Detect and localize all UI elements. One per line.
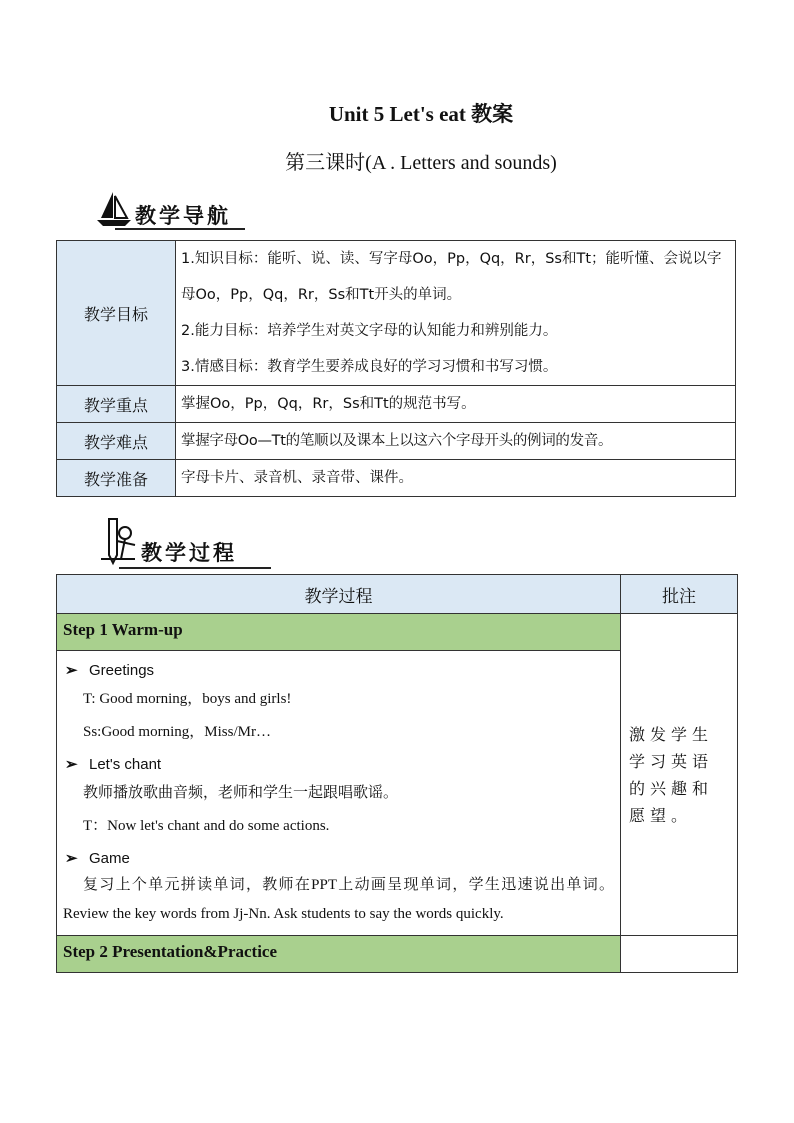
table-row [57, 614, 738, 651]
sailboat-icon [95, 188, 135, 228]
row-content [176, 241, 736, 386]
dialogue-line: Ss:Good morning，Miss/Mr… [83, 724, 271, 740]
table-row [57, 423, 736, 460]
teaching-nav-table [56, 240, 736, 497]
row-label: 教学重点 [57, 386, 176, 423]
arrow-bullet-icon: ➢ [65, 756, 78, 773]
header-process: 教学过程 [57, 575, 621, 614]
step-title: Step 2 Presentation&Practice [57, 936, 621, 973]
row-content: 字母卡片、录音机、录音带、课件。 [176, 460, 736, 497]
bullet-label: Game [89, 850, 130, 867]
step-body [57, 651, 621, 936]
note-cell: 激发学生学习英语的兴趣和愿望。 [621, 614, 738, 936]
row-label: 教学目标 [57, 241, 176, 386]
bullet-item [65, 849, 614, 867]
bullet-label: Let's chant [89, 756, 162, 773]
activity-line: T：Now let's chant and do some actions. [83, 818, 330, 834]
bullet-label: Greetings [89, 662, 155, 679]
bullet-item [65, 755, 614, 773]
arrow-bullet-icon: ➢ [65, 662, 78, 679]
header-note: 批注 [621, 575, 738, 614]
document-subtitle: 第三课时(A . Letters and sounds) [285, 152, 557, 174]
banner-underline [119, 567, 271, 569]
dialogue-line: T: Good morning，boys and girls! [83, 691, 292, 707]
row-content: 掌握Oo，Pp，Qq，Rr，Ss和Tt的规范书写。 [176, 386, 736, 423]
teaching-process-table [56, 574, 738, 973]
row-label: 教学准备 [57, 460, 176, 497]
banner-title: 教学导航 [135, 204, 231, 228]
row-label: 教学难点 [57, 423, 176, 460]
table-row [57, 936, 738, 973]
document-title: Unit 5 Let's eat 教案 [328, 102, 514, 126]
banner-underline [115, 228, 245, 230]
objective-line: 2.能力目标：培养学生对英文字母的认知能力和辨别能力。 [181, 323, 558, 339]
table-row [57, 241, 736, 386]
table-row [57, 386, 736, 423]
banner-title: 教学过程 [141, 541, 237, 565]
table-header-row [57, 575, 738, 614]
activity-line: 教师播放歌曲音频，老师和学生一起跟唱歌谣。 [83, 785, 399, 801]
note-cell-empty [621, 936, 738, 973]
game-description: 复习上个单元拼读单词，教师在PPT上动画呈现单词，学生迅速说出单词。Review the key words from Jj-Nn. Ask students to say the words quickly. [63, 877, 614, 922]
row-content: 掌握字母Oo—Tt的笔顺以及课本上以这六个字母开头的例词的发音。 [176, 423, 736, 460]
objective-line: 1.知识目标：能听、说、读、写字母Oo，Pp，Qq，Rr，Ss和Tt；能听懂、会说以字母Oo，Pp，Qq，Rr，Ss和Tt开头的单词。 [181, 251, 722, 303]
objective-line: 3.情感目标：教育学生要养成良好的学习习惯和书写习惯。 [181, 359, 558, 375]
table-row [57, 460, 736, 497]
arrow-bullet-icon: ➢ [65, 850, 78, 867]
step-title: Step 1 Warm-up [57, 614, 621, 651]
pencil-figure-icon [95, 515, 139, 567]
bullet-item [65, 661, 614, 679]
